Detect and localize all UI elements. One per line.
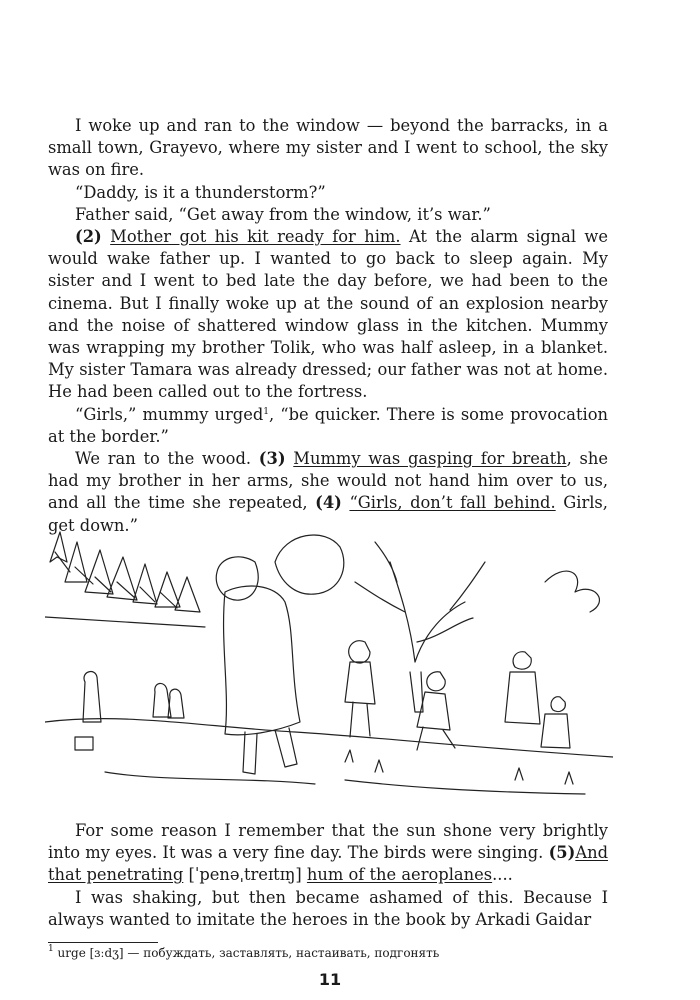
paragraph [48,226,608,404]
phonetic-transcription: [ˈpenəˌtreɪtɪŋ] [183,865,307,885]
paragraph [48,115,608,182]
paragraph [48,204,608,226]
underlined-sentence: hum of the aeroplanes [306,865,493,885]
paragraph-text: , “be quicker. There is some provocation at the border.” [48,404,608,446]
text-block-bottom [48,820,608,931]
paragraph-text: “Girls,” mummy urged [75,404,264,424]
paragraph-text: .... [492,865,513,885]
paragraph-text: At the alarm signal we would wake father up. I wanted to go back to sleep again. My sister and I went to bed late the day before, we had been to the cinema. But I finally woke up at the sound of an explosion nearby and the noise of shattered window glass in the kitchen. Mummy was wrapping my brother Tolik, who was half asleep, in a blanket. My sister Tamara was already dressed; our father was not at home. He had been called out to the fortress. [48,227,608,402]
sentence-marker: (5) [548,843,576,863]
underlined-sentence: Mummy was gasping for breath [293,449,567,469]
paragraph [48,404,608,448]
footnote-text: urge [ɜːdʒ] — побуждать, заставлять, настаивать, подгонять [53,946,440,960]
sentence-marker: (3) [258,449,286,469]
paragraph [48,820,608,887]
page-number: 11 [318,970,342,989]
paragraph [48,887,608,931]
underlined-sentence: Mother got his kit ready for him. [110,227,401,247]
paragraph-text: I was shaking, but then became ashamed of this. Because I always wanted to imitate the heroes in the book by Arkadi Gaidar [48,887,608,929]
paragraph-text: “Daddy, is it a thunderstorm?” [75,182,326,202]
footnote-divider [48,942,158,943]
footnote [48,946,608,960]
paragraph-text: For some reason I remember that the sun shone very brightly into my eyes. It was a very fine day. The birds were singing. [48,821,608,863]
sentence-marker: (4) [315,493,342,513]
paragraph-text: Father said, “Get away from the window, it’s war.” [75,204,491,224]
underlined-sentence: “Girls, don’t fall behind. [349,493,556,513]
footnote-reference[interactable]: 1 [263,406,270,417]
footnote-number: 1 [48,944,54,954]
paragraph [48,182,608,204]
paragraph-text: We ran to the wood. [75,449,259,469]
paragraph-text: , she had my brother in her arms, she would not hand him over to us, and all the time she repeated, [48,449,609,513]
paragraph-text: I woke up and ran to the window — beyond the barracks, in a small town, Grayevo, where my sister and I went to school, the sky was on fire. [48,116,608,180]
text-block-top [48,115,608,537]
sentence-marker: (2) [75,227,102,247]
underlined-sentence: And that penetrating [48,843,608,885]
war-escape-illustration [45,522,613,812]
paragraph-text: Girls, get down.” [48,493,608,535]
